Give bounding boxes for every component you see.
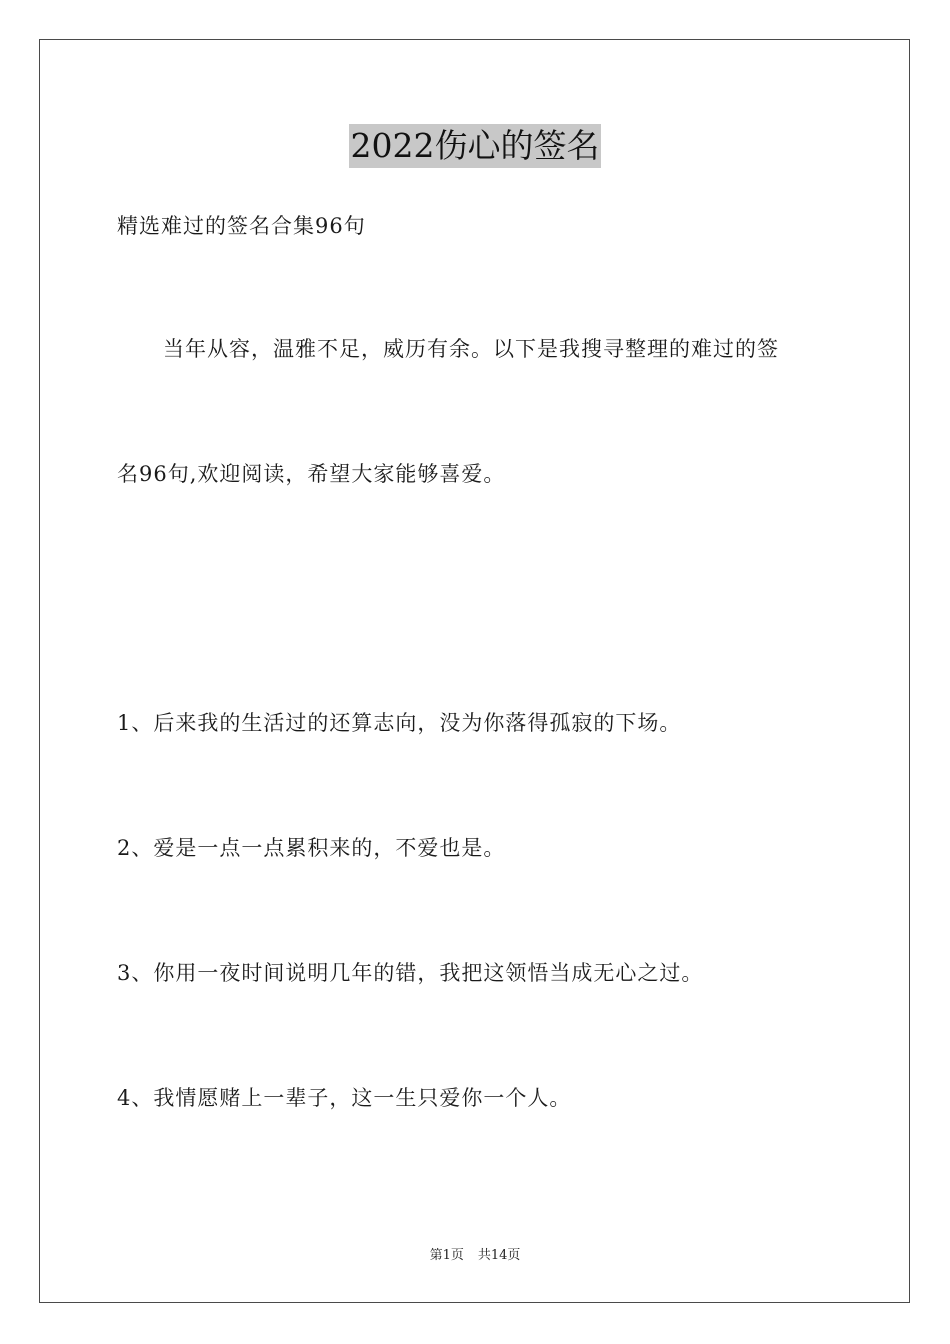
page-footer xyxy=(0,1247,950,1265)
title-container xyxy=(0,124,950,168)
list-item: 4、我情愿赌上一辈子，这一生只爱你一个人。 xyxy=(117,1086,572,1110)
list-item: 3、你用一夜时间说明几年的错，我把这领悟当成无心之过。 xyxy=(117,961,704,985)
document-title: 2022伤心的签名 xyxy=(349,124,602,168)
intro-paragraph-line-2: 名96句,欢迎阅读，希望大家能够喜爱。 xyxy=(117,462,506,486)
page-number: 第1页 xyxy=(429,1248,464,1263)
list-item: 1、后来我的生活过的还算志向，没为你落得孤寂的下场。 xyxy=(117,711,682,735)
page-total: 共14页 xyxy=(477,1248,521,1263)
intro-paragraph-line-1: 当年从容，温雅不足，威历有余。以下是我搜寻整理的难过的签 xyxy=(163,337,779,361)
list-item: 2、爱是一点一点累积来的，不爱也是。 xyxy=(117,836,506,860)
document-subtitle: 精选难过的签名合集96句 xyxy=(117,214,366,238)
